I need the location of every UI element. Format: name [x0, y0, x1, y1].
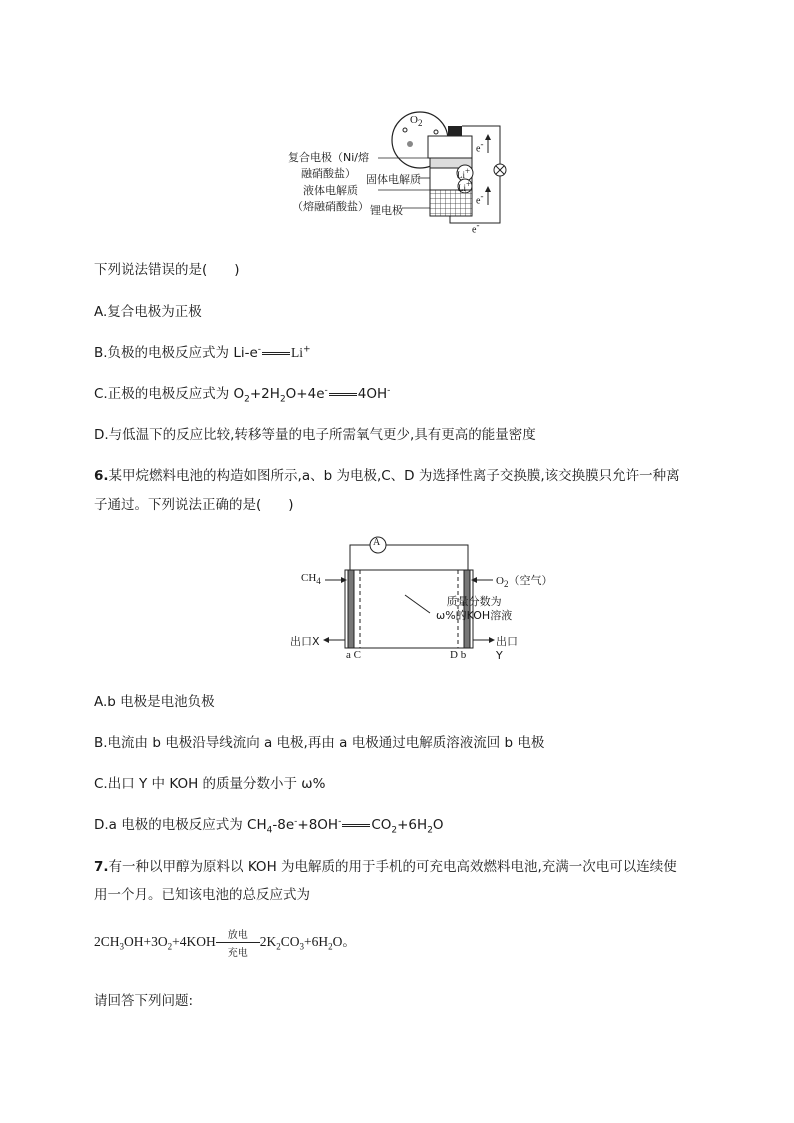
composite-electrode-label-line1: 复合电极（Ni/熔 [288, 151, 369, 164]
q7-prompt: 请回答下列问题: [94, 993, 194, 1009]
q5-option-d: D.与低温下的反应比较,转移等量的电子所需氧气更少,具有更高的能量密度 [94, 427, 536, 443]
electrode-a-c-label: a C [346, 649, 361, 661]
q6-number: 6. [94, 468, 109, 484]
koh-solution-label-line1: 质量分数为 [446, 595, 502, 608]
q6-option-a: A.b 电极是电池负极 [94, 694, 215, 710]
outlet-y-label: 出口Y [496, 635, 518, 662]
fuel-cell-figure [290, 535, 553, 665]
q7-stem-line2: 用一个月。已知该电池的总反应式为 [94, 887, 310, 903]
q7-eq-left: 2CH [94, 934, 120, 949]
liquid-electrolyte-label-line2: （熔融硝酸盐） [292, 200, 369, 213]
q7-eq-charge: 充电 [227, 948, 248, 960]
koh-solution-label [436, 595, 512, 623]
o2-air-label: $O_2$（空气） [496, 575, 553, 590]
battery-figure-1 [280, 108, 520, 236]
q7-eq-arrow [216, 930, 260, 960]
composite-electrode-label-line2: 融硝酸盐） [301, 167, 356, 180]
o2-label: $O_2$ [410, 114, 423, 129]
q6-option-c: C.出口 Y 中 KOH 的质量分数小于 ω% [94, 776, 326, 792]
li-ion-label-1: Li+ [457, 166, 471, 180]
q5-option-b: B.负极的电极反应式为 Li-e- Li+ [94, 344, 311, 361]
li-ion-label-2: Li+ [458, 179, 472, 193]
q5-option-c: C.正极的电极反应式为 $O_2+2H_2O+4e^-$ 4OH- [94, 385, 391, 405]
outlet-x-label: 出口X [290, 635, 320, 648]
lithium-electrode-label: 锂电极 [370, 204, 403, 217]
liquid-electrolyte-label [292, 183, 369, 215]
electron-label-3: e- [472, 220, 480, 236]
q7-eq-discharge: 放电 [227, 930, 248, 942]
q6-stem-line2: 子通过。下列说法正确的是( ) [94, 497, 294, 513]
q6-option-d-text: D.a 电极的电极反应式为 CH [94, 817, 267, 833]
liquid-electrolyte-label-line1: 液体电解质 [303, 184, 358, 197]
q7-equation: $2CH_3OH+3O_2+4KOH$ 放电 充电 $2K_2CO_3+6H_2O$。 [94, 930, 356, 952]
electron-label-2: e- [476, 191, 484, 207]
q7-number: 7. [94, 859, 109, 875]
q5-option-b-tail: Li [291, 345, 304, 360]
q6-option-b: B.电流由 b 电极沿导线流向 a 电极,再由 a 电极通过电解质溶液流回 b 电极 [94, 735, 545, 751]
solid-electrolyte-label: 固体电解质 [366, 173, 421, 186]
ch4-label: $CH_4$ [301, 572, 321, 587]
ammeter-label: A [373, 537, 381, 548]
q7-stem-line1 [94, 855, 677, 875]
q6-stem-line1 [94, 464, 680, 484]
q7-stem-line1-text: 有一种以甲醇为原料以 KOH 为电解质的用于手机的可充电高效燃料电池,充满一次电可以连续使 [108, 859, 677, 875]
electron-label-1: e- [476, 139, 484, 155]
q6-stem-line1-text: 某甲烷燃料电池的构造如图所示,a、b 为电极,C、D 为选择性离子交换膜,该交换膜只允许一种离 [108, 468, 680, 484]
q6-option-d: D.a 电极的电极反应式为 $CH_4-8e^-+8OH^-$ $CO_2+6H_2O$ [94, 816, 444, 836]
q5-option-b-text: B.负极的电极反应式为 Li-e [94, 345, 258, 361]
q7-eq-right: 2K [259, 934, 277, 949]
composite-electrode-label [288, 150, 369, 182]
q5-option-a: A.复合电极为正极 [94, 304, 202, 320]
electrode-d-b-label: D b [450, 649, 467, 661]
q5-option-c-text: C.正极的电极反应式为 O [94, 386, 245, 402]
q5-stem: 下列说法错误的是( ) [94, 262, 240, 278]
koh-solution-label-line2: ω%的KOH溶液 [436, 609, 513, 622]
